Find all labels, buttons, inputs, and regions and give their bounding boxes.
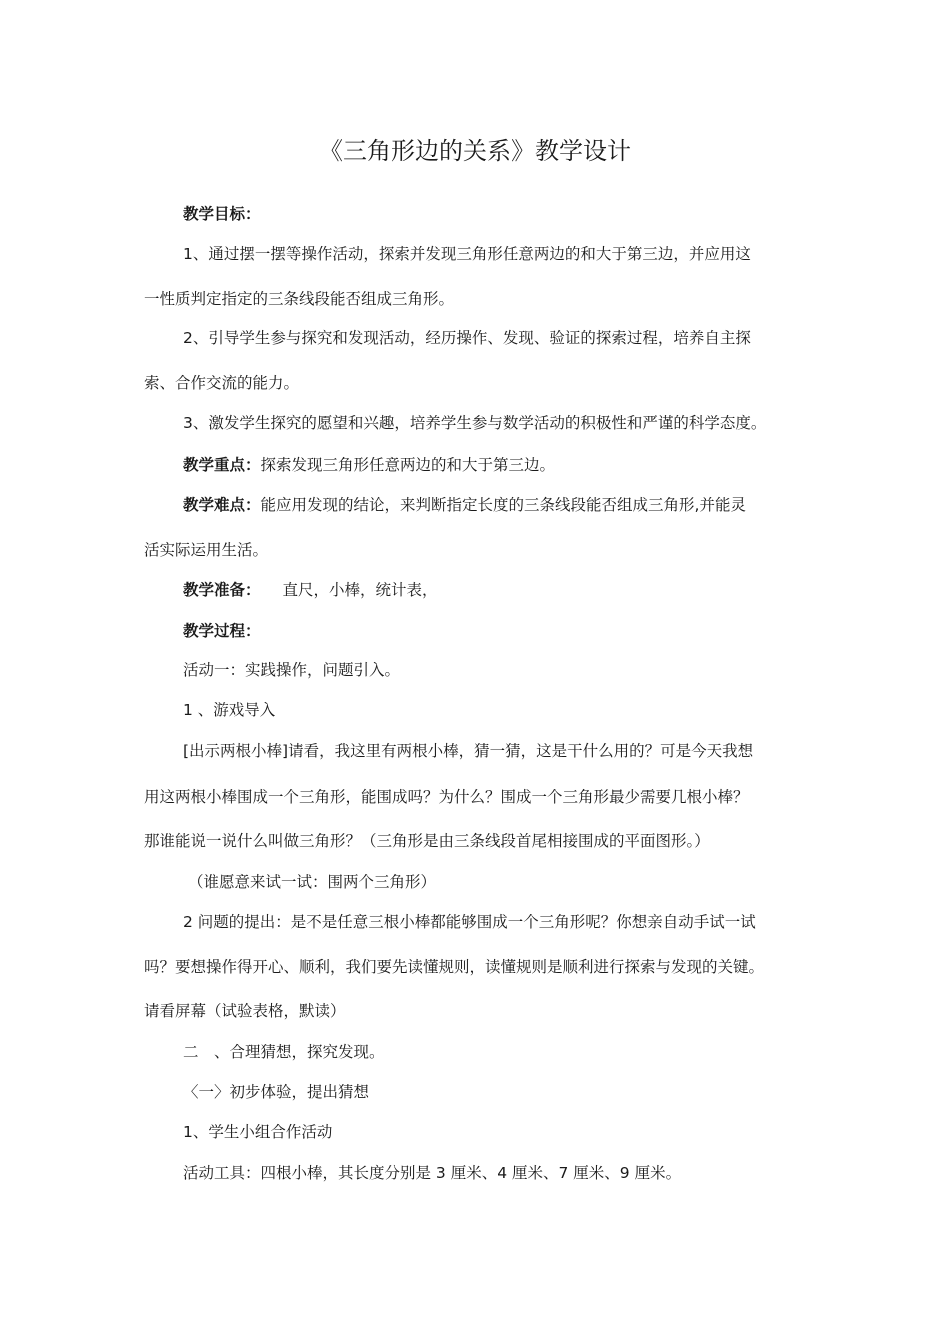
- difficulty-text: 能应用发现的结论，来判断指定长度的三条线段能否组成三角形,并能灵: [260, 496, 746, 514]
- section-2-heading: 二 、合理猜想，探究发现。: [183, 1043, 385, 1061]
- paragraph-1-line-4: （谁愿意来试一试：围两个三角形）: [188, 873, 437, 891]
- objective-2-line-1: 2、引导学生参与探究和发现活动，经历操作、发现、验证的探索过程，培养自主探: [183, 329, 751, 347]
- paragraph-1-line-3: 那谁能说一说什么叫做三角形？（三角形是由三条线段首尾相接围成的平面图形。）: [144, 832, 710, 850]
- objective-1-line-2: 一性质判定指定的三条线段能否组成三角形。: [144, 290, 455, 308]
- activity-tools: 活动工具：四根小棒，其长度分别是 3 厘米、4 厘米、7 厘米、9 厘米。: [183, 1164, 682, 1182]
- paragraph-2-line-1: 2 问题的提出：是不是任意三根小棒都能够围成一个三角形呢？你想亲自动手试一试: [183, 913, 756, 931]
- document-title: 《三角形边的关系》教学设计: [319, 137, 631, 165]
- process-heading: 教学过程：: [183, 622, 261, 640]
- objective-3: 3、激发学生探究的愿望和兴趣，培养学生参与数学活动的积极性和严谨的科学态度。: [183, 414, 767, 432]
- paragraph-2-line-3: 请看屏幕（试验表格，默读）: [144, 1002, 346, 1020]
- subsection-1-heading: 〈一〉初步体验，提出猜想: [183, 1083, 370, 1101]
- step-1: 1、学生小组合作活动: [183, 1123, 333, 1141]
- difficulty-line-2: 活实际运用生活。: [144, 541, 269, 559]
- game-intro: 1 、游戏导入: [183, 701, 276, 719]
- paragraph-1-line-1: [出示两根小棒]请看，我这里有两根小棒，猜一猜，这是干什么用的？可是今天我想: [183, 742, 754, 760]
- objective-1-line-1: 1、通过摆一摆等操作活动，探索并发现三角形任意两边的和大于第三边，并应用这: [183, 245, 751, 263]
- difficulty-line-1: [183, 494, 746, 516]
- key-point-label: 教学重点：: [183, 456, 261, 474]
- paragraph-1-line-2: 用这两根小棒围成一个三角形，能围成吗？为什么？围成一个三角形最少需要几根小棒？: [144, 788, 749, 806]
- key-point: [183, 454, 555, 476]
- key-point-text: 探索发现三角形任意两边的和大于第三边。: [260, 456, 556, 474]
- paragraph-2-line-2: 吗？要想操作得开心、顺利，我们要先读懂规则，读懂规则是顺利进行探索与发现的关键。: [144, 958, 765, 976]
- objective-2-line-2: 索、合作交流的能力。: [144, 374, 300, 392]
- preparation: [183, 579, 438, 601]
- activity-1: 活动一：实践操作，问题引入。: [183, 661, 401, 679]
- difficulty-label: 教学难点：: [183, 496, 261, 514]
- objectives-heading: 教学目标：: [183, 205, 261, 223]
- preparation-text: 直尺，小棒，统计表，: [282, 581, 438, 599]
- preparation-label: 教学准备：: [183, 581, 261, 599]
